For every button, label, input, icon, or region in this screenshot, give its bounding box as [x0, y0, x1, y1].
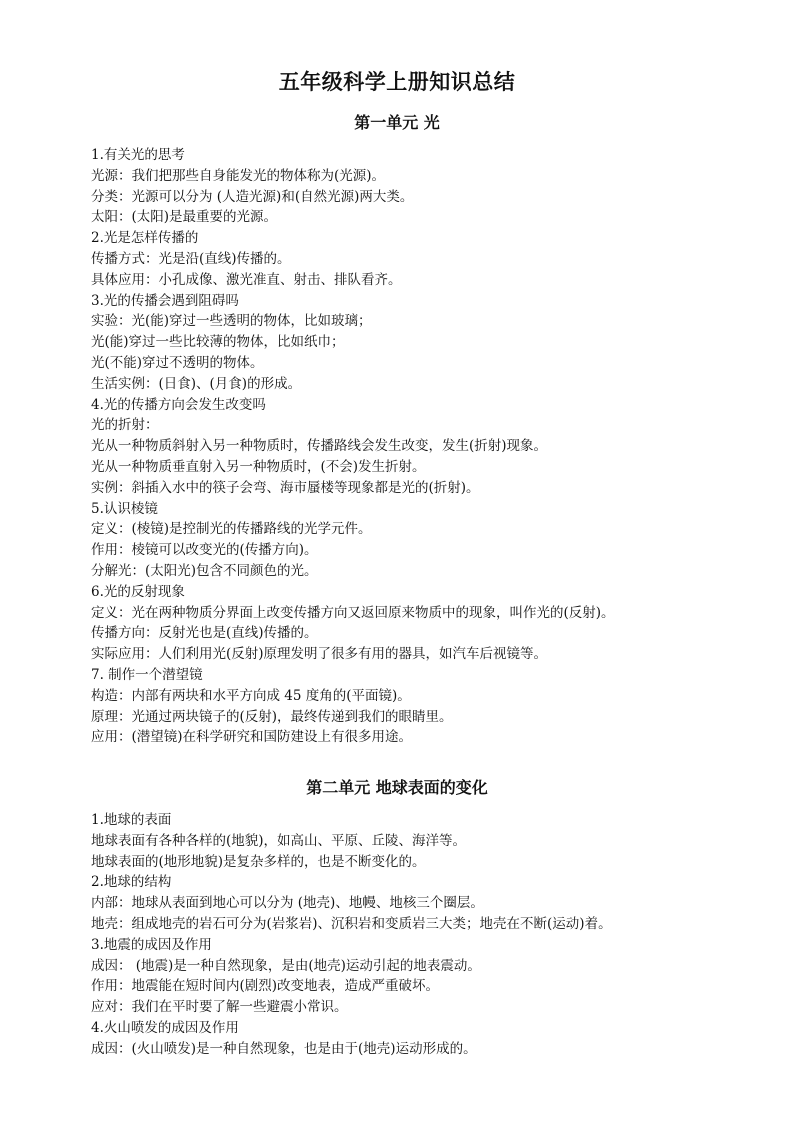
unit2-line: 2.地球的结构 — [91, 874, 172, 891]
unit1-line: 实验：光(能)穿过一些透明的物体，比如玻璃； — [91, 313, 372, 330]
unit1-line: 光从一种物质垂直射入另一种物质时，(不会)发生折射。 — [91, 458, 426, 475]
unit1-line: 分解光：(太阳光)包含不同颜色的光。 — [91, 562, 318, 579]
unit2-line: 4.火山喷发的成因及作用 — [91, 1019, 239, 1036]
unit1-line: 分类：光源可以分为 (人造光源)和(自然光源)两大类。 — [91, 188, 414, 205]
unit1-line: 应用：(潜望镜)在科学研究和国防建设上有很多用途。 — [91, 729, 413, 746]
unit2-line: 1.地球的表面 — [91, 812, 172, 828]
unit1-line: 生活实例：(日食)、(月食)的形成。 — [91, 375, 302, 392]
unit2-line: 3.地震的成因及作用 — [91, 936, 212, 953]
unit1-line: 5.认识棱镜 — [91, 500, 158, 517]
unit1-line: 光(能)穿过一些比较薄的物体，比如纸巾； — [91, 334, 345, 351]
unit2-line: 成因： (地震)是一种自然现象，是由(地壳)运动引起的地表震动。 — [91, 957, 481, 974]
unit1-line: 7. 制作一个潜望镜 — [91, 666, 203, 683]
document-title: 五年级科学上册知识总结 — [278, 70, 516, 94]
unit1-line: 具体应用：小孔成像、激光准直、射击、排队看齐。 — [91, 271, 402, 288]
unit1-line: 2.光是怎样传播的 — [91, 230, 199, 247]
unit2-line: 应对：我们在平时要了解一些避震小常识。 — [91, 999, 348, 1016]
unit1-line: 4.光的传播方向会发生改变吗 — [91, 396, 266, 413]
unit1-line: 定义：光在两种物质分界面上改变传播方向又返回原来物质中的现象，叫作光的(反射)。 — [91, 604, 615, 621]
unit1-line: 定义：(棱镜)是控制光的传播路线的光学元件。 — [91, 521, 372, 538]
unit1-line: 光的折射： — [91, 417, 159, 434]
unit1-line: 实例：斜插入水中的筷子会弯、海市蜃楼等现象都是光的(折射)。 — [91, 479, 480, 496]
unit2-content — [91, 810, 781, 1060]
unit2-title: 第二单元 地球表面的变化 — [306, 778, 488, 797]
unit1-line: 传播方式：光是沿(直线)传播的。 — [91, 250, 291, 267]
unit1-line: 太阳：(太阳)是最重要的光源。 — [91, 209, 278, 226]
unit1-line: 光(不能)穿过不透明的物体。 — [91, 354, 264, 371]
unit2-line: 地壳：组成地壳的岩石可分为(岩浆岩)、沉积岩和变质岩三大类；地壳在不断(运动)着。 — [91, 915, 612, 932]
unit2-line: 地球表面的(地形地貌)是复杂多样的，也是不断变化的。 — [91, 853, 426, 870]
unit1-line: 1.有关光的思考 — [91, 147, 185, 163]
unit1-line: 6.光的反射现象 — [91, 583, 185, 600]
unit1-line: 原理：光通过两块镜子的(反射)，最终传递到我们的眼睛里。 — [91, 708, 453, 725]
unit1-content — [91, 145, 781, 748]
unit2-line: 作用：地震能在短时间内(剧烈)改变地表，造成严重破坏。 — [91, 978, 440, 995]
unit1-line: 传播方向：反射光也是(直线)传播的。 — [91, 625, 318, 642]
unit1-line: 3.光的传播会遇到阻碍吗 — [91, 292, 239, 309]
unit2-line: 成因：(火山喷发)是一种自然现象，也是由于(地壳)运动形成的。 — [91, 1040, 477, 1057]
unit1-line: 作用：棱镜可以改变光的(传播方向)。 — [91, 542, 318, 559]
unit2-line: 地球表面有各种各样的(地貌)，如高山、平原、丘陵、海洋等。 — [91, 832, 467, 849]
unit1-line: 构造：内部有两块和水平方向成 45 度角的(平面镜)。 — [91, 687, 411, 704]
unit1-line: 光从一种物质斜射入另一种物质时，传播路线会发生改变，发生(折射)现象。 — [91, 438, 548, 455]
unit1-line: 实际应用：人们利用光(反射)原理发明了很多有用的器具，如汽车后视镜等。 — [91, 646, 548, 663]
unit1-title: 第一单元 光 — [354, 113, 440, 132]
unit1-line: 光源：我们把那些自身能发光的物体称为(光源)。 — [91, 167, 386, 184]
unit2-line: 内部：地球从表面到地心可以分为 (地壳)、地幔、地核三个圈层。 — [91, 895, 484, 912]
